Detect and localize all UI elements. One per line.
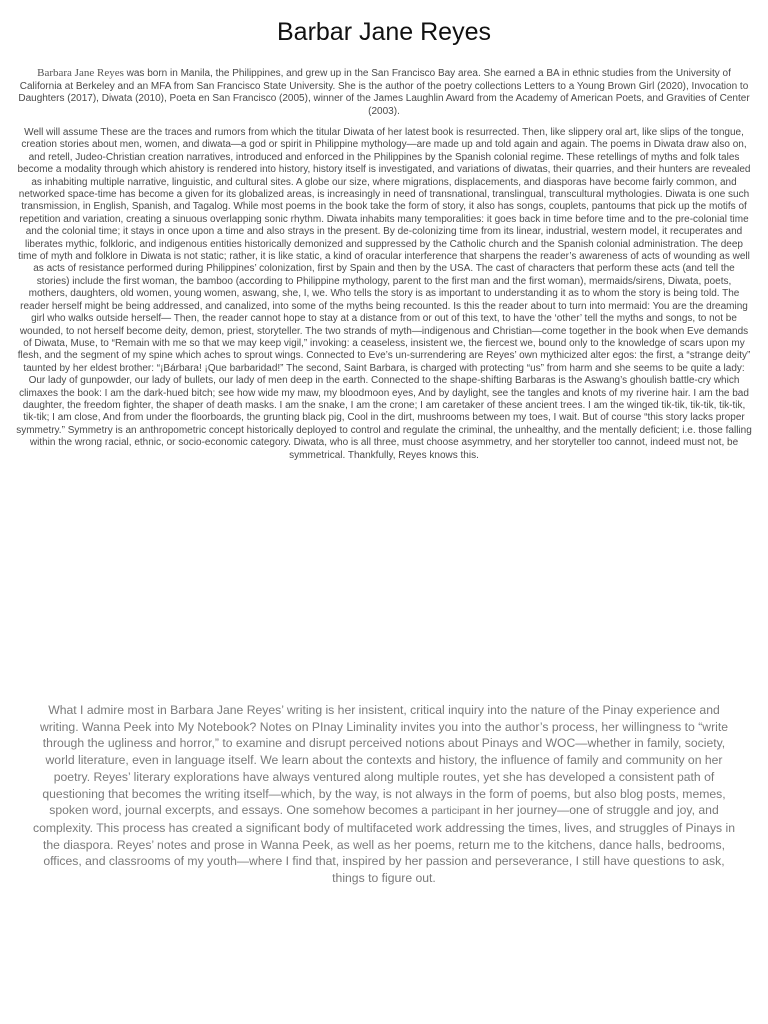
author-bio-text: was born in Manila, the Philippines, and grew up in the San Francisco Bay area. She earned a BA in ethnic studies from the University of California at Berkeley and an MFA from San Francisco State University. She is the author of the poetry collections Letters to a Young Brown Girl (2020), Invocation to Daughters (2017), Diwata (2010), Poeta en San Francisco (2005), winner of the James Laughlin Award from the Academy of American Poets, and Gravities of Center (2003). — [18, 68, 750, 117]
wanna-peek-text-end: in her journey—one of struggle and joy, and complexity. This process has created a significant body of multifaceted work addressing the times, lives, and struggles of Pinays in the diaspora. Reyes’ notes and prose in Wanna Peek, as well as her poems, return me to the kitchens, dance halls, bedrooms, offices, and classrooms of my youth—where I find that, inspired by her passion and perseverance, I still have questions to ask, things to figure out. — [32, 803, 736, 886]
author-name: Barbara Jane Reyes — [37, 67, 124, 79]
diwata-review-paragraph: Well will assume These are the traces and rumors from which the titular Diwata of her latest book is resurrected. Then, like slippery oral art, like slips of the tongue, creation stories about men, women, and diwata—a god or spirit in Philippine mythology—are made up and told again and again. The poems in Diwata draw also on, and retell, Judeo-Christian creation narratives, introduced and enforced in the Philippines by the Spanish colonial regime. These retellings of myths and folk tales become a modality through which ahistory is rendered into history, history itself is investigated, and variations of diwatas, their quarries, and their hunters are revealed as inhabiting multiple narrative, linguistic, and cultural sites. A globe our size, where migrations, displacements, and diasporas have become fairly common, and networked space-time has become a given for its globalized areas, is increasingly in need of transnational, translingual, transcultural mythologies. Diwata is one such transmission, in English, Spanish, and Tagalog. While most poems in the book take the form of story, it also has songs, couplets, pantoums that pick up the motifs of repetition and variation, creating a sinuous overlapping sonic rhythm. Diwata inhabits many temporalities: it goes back in time before time and to the pre-colonial time and the colonial time; it stays in once upon a time and also strays in the present. By de-colonizing time from its linear, industrial, western model, it recuperates and liberates mythic, folkloric, and indigenous entities historically demonized and suppressed by the Catholic church and the Spanish colonial administration. The deep time of myth and folklore in Diwata is not static; rather, it is like static, a kind of oracular interference that sharpens the reader’s awareness of acts of wounding as well as acts of resistance performed during Philippines’ colonization, first by Spain and then by the USA. The cast of characters that perform these acts (and tell the stories) include the first woman, the bamboo (according to Philippine mythology, parent to the first man and the first woman), mermaids/sirens, Diwata, poets, mothers, daughters, old women, young women, aswang, she, I, we. Who tells the story is as important to understanding it as to whom the story is being told. The reader herself might be being addressed, and canalized, into some of the myths being recounted. Is this the reader about to turn into mermaid: You are the dreaming girl who walks outside herself— Then, the reader cannot hope to stay at a distance from or out of this text, to have the ‘other’ tell the myths and songs, to not be wounded, to not herself become deity, demon, priest, storyteller. The two strands of myth—indigenous and Christian—come together in the book when Eve demands of Diwata, Muse, to “Remain with me so that we may keep vigil,” invoking: a ceaseless, insistent we, the fiercest we, bound only to the knowledge of scars upon my flesh, and the segment of my spine which aches to sprout wings. Connected to Eve’s un-surrendering are Reyes’ own mythicized alter egos: the first, a “strange deity” taunted by her eldest brother: “¡Bárbara! ¡Que barbaridad!” The second, Saint Barbara, is charged with protecting “us” from harm and she seems to be quite a lady: Our lady of gunpowder, our lady of bullets, our lady of men deep in the earth. Connected to the shape-shifting Barbaras is the Aswang’s ghoulish battle-cry which climaxes the book: I am the dark-hued bitch; see how wide my maw, my bloodmoon eyes, And by daylight, see the tangles and knots of my riverine hair. I am the bad daughter, the freedom fighter, the shaper of death masks. I am the snake, I am the crone; I am caretaker of these ancient trees. I am the winged tik-tik, tik-tik, tik-tik, tik-tik; I am close, And from under the floorboards, the grunting black pig, Cool in the dirt, mushrooms between my toes, I wait. But of course “this story lacks proper symmetry.” Symmetry is an anthropometric concept historically deployed to control and regulate the criminal, the unhealthy, and the mentally deficient; i.e. those falling within the wrong racial, ethnic, or socio-economic category. Diwata, who is all three, must choose asymmetry, and her storyteller too cannot, indeed must not, be symmetrical. Thankfully, Reyes knows this. — [16, 127, 752, 461]
wanna-peek-review-paragraph — [28, 702, 740, 887]
wanna-peek-text-start: What I admire most in Barbara Jane Reyes’ writing is her insistent, critical inquiry into the nature of the Pinay experience and writing. Wanna Peek into My Notebook? Notes on PInay Liminality invites you into the author’s process, her willingness to “write through the ugliness and horror,” to examine and disrupt perceived notions about Pinays and WOC—whether in family, society, world literature, even in language itself. We learn about the contexts and history, the influence of family and community on her poetry. Reyes’ literary explorations have always ventured along multiple routes, yet she has developed a consistent path of questioning that becomes the writing itself—which, by the way, is not always in the form of poems, but also blog posts, memes, spoken word, journal excerpts, and essays. One somehow becomes a — [39, 703, 729, 818]
document-title: Barbar Jane Reyes — [276, 18, 491, 46]
wanna-peek-participant-word: participant — [431, 805, 480, 818]
author-bio-paragraph — [16, 67, 752, 118]
